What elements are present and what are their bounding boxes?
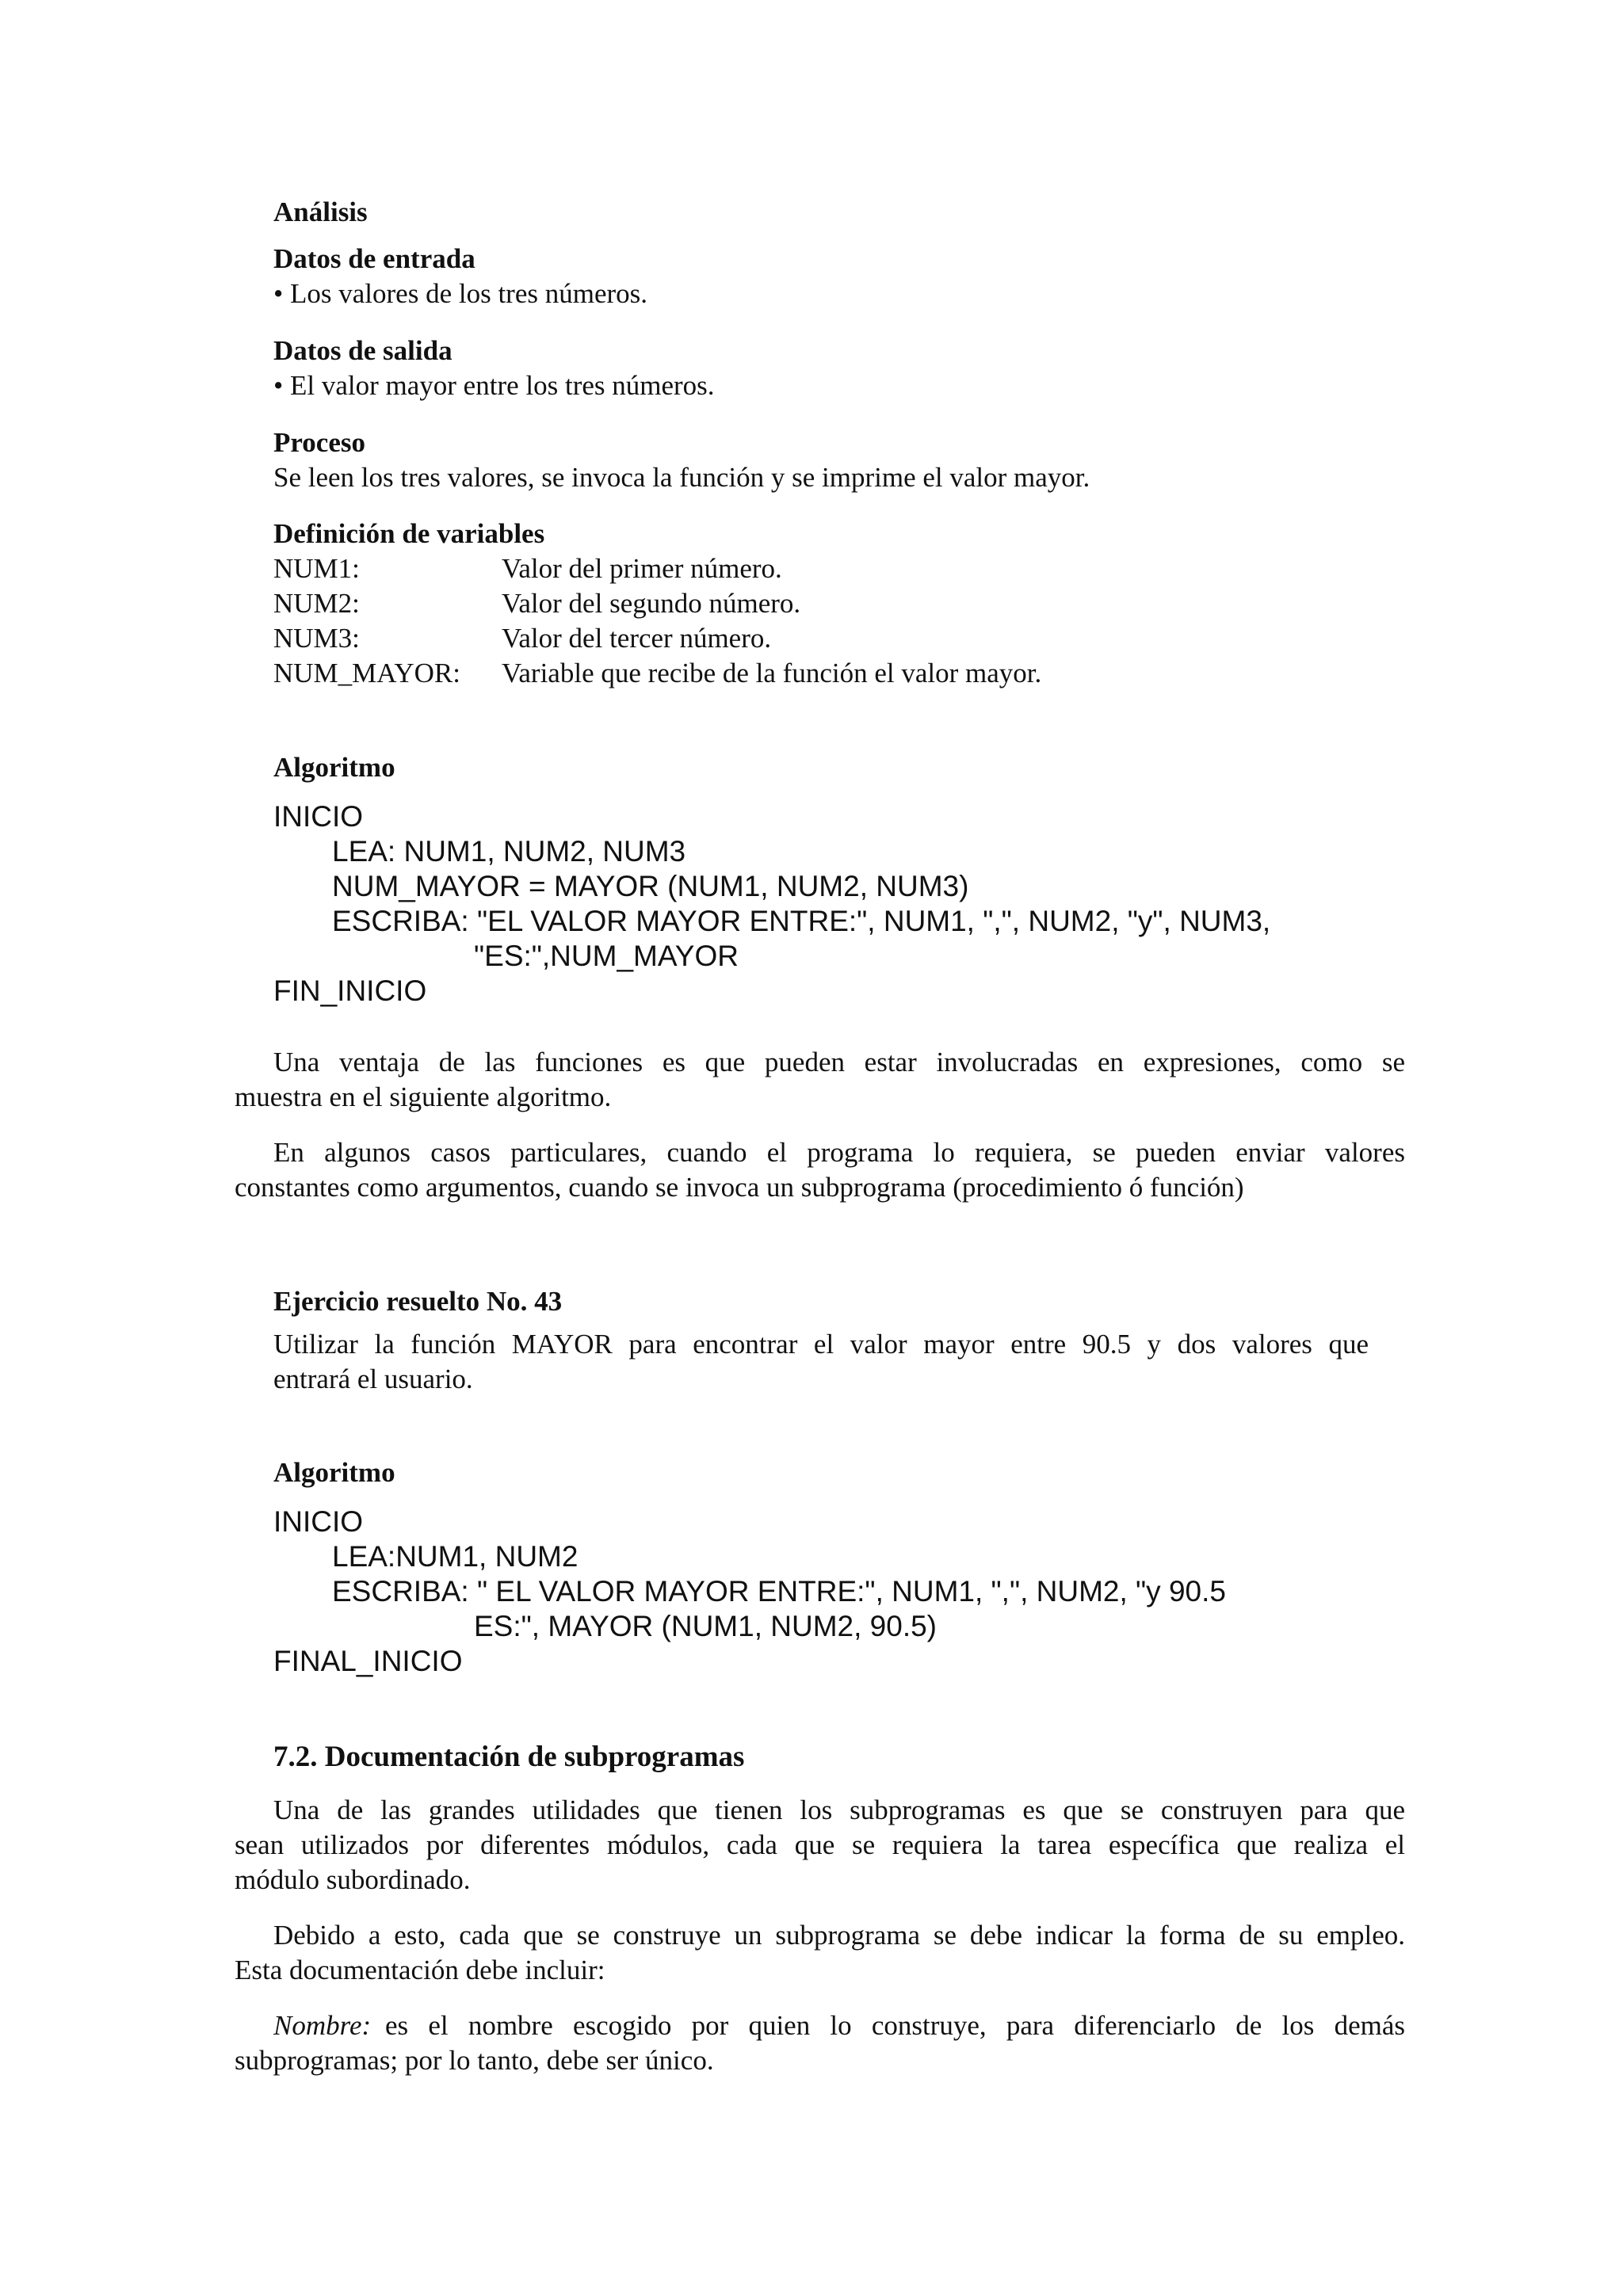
- variable-name: NUM1:: [273, 553, 360, 584]
- variable-desc: Valor del tercer número.: [502, 623, 772, 654]
- variable-desc: Variable que recibe de la función el valor mayor.: [502, 658, 1042, 688]
- section-paragraph-line: Una de las grandes utilidades que tienen los subprogramas es que se construyen para que: [273, 1794, 1405, 1825]
- code-line: INICIO: [273, 1505, 364, 1538]
- variables-heading: Definición de variables: [273, 518, 545, 549]
- code-line: ES:", MAYOR (NUM1, NUM2, 90.5): [474, 1610, 937, 1642]
- section-paragraph-line: módulo subordinado.: [235, 1864, 471, 1895]
- exercise-line: Utilizar la función MAYOR para encontrar el valor mayor entre 90.5 y dos valores que: [273, 1329, 1369, 1360]
- section-paragraph-line: subprogramas; por lo tanto, debe ser único.: [235, 2045, 714, 2076]
- code-line: FIN_INICIO: [273, 974, 427, 1007]
- paragraph-line: muestra en el siguiente algoritmo.: [235, 1081, 612, 1112]
- process-heading: Proceso: [273, 427, 365, 458]
- code-line: INICIO: [273, 800, 364, 833]
- code-line: FINAL_INICIO: [273, 1645, 463, 1677]
- algorithm-heading: Algoritmo: [273, 1457, 395, 1488]
- code-line: "ES:",NUM_MAYOR: [474, 940, 739, 972]
- code-line: LEA:NUM1, NUM2: [332, 1540, 579, 1573]
- process-text: Se leen los tres valores, se invoca la función y se imprime el valor mayor.: [273, 462, 1090, 493]
- exercise-line: entrará el usuario.: [273, 1363, 473, 1394]
- variable-desc: Valor del segundo número.: [502, 588, 801, 619]
- input-heading: Datos de entrada: [273, 243, 475, 274]
- output-item: • El valor mayor entre los tres números.: [273, 370, 715, 401]
- algorithm-heading: Algoritmo: [273, 752, 395, 783]
- variable-name: NUM3:: [273, 623, 360, 654]
- section-paragraph-line: sean utilizados por diferentes módulos, cada que se requiera la tarea específica que realiza el: [235, 1829, 1405, 1860]
- paragraph-line: constantes como argumentos, cuando se invoca un subprograma (procedimiento ó función): [235, 1172, 1244, 1203]
- output-heading: Datos de salida: [273, 335, 453, 366]
- code-line: ESCRIBA: " EL VALOR MAYOR ENTRE:", NUM1, ",", NUM2, "y 90.5: [332, 1575, 1226, 1608]
- code-line: NUM_MAYOR = MAYOR (NUM1, NUM2, NUM3): [332, 870, 969, 902]
- paragraph-line: En algunos casos particulares, cuando el programa lo requiera, se pueden enviar valores: [273, 1137, 1405, 1168]
- input-item: • Los valores de los tres números.: [273, 278, 648, 309]
- code-line: LEA: NUM1, NUM2, NUM3: [332, 835, 686, 868]
- paragraph-line: Una ventaja de las funciones es que pueden estar involucradas en expresiones, como se: [273, 1047, 1405, 1077]
- section-paragraph-line: es el nombre escogido por quien lo construye, para diferenciarlo de los demás: [385, 2010, 1405, 2041]
- section-paragraph-line: Esta documentación debe incluir:: [235, 1955, 605, 1985]
- variable-name: NUM2:: [273, 588, 360, 619]
- variable-name: NUM_MAYOR:: [273, 658, 460, 688]
- term-name: Nombre:: [273, 2010, 372, 2041]
- section-heading: 7.2. Documentación de subprogramas: [273, 1741, 745, 1773]
- analysis-heading: Análisis: [273, 196, 368, 227]
- section-paragraph-line: Debido a esto, cada que se construye un subprograma se debe indicar la forma de su empleo.: [273, 1920, 1405, 1951]
- variable-desc: Valor del primer número.: [502, 553, 782, 584]
- exercise-heading: Ejercicio resuelto No. 43: [273, 1286, 563, 1317]
- code-line: ESCRIBA: "EL VALOR MAYOR ENTRE:", NUM1, ",", NUM2, "y", NUM3,: [332, 905, 1271, 937]
